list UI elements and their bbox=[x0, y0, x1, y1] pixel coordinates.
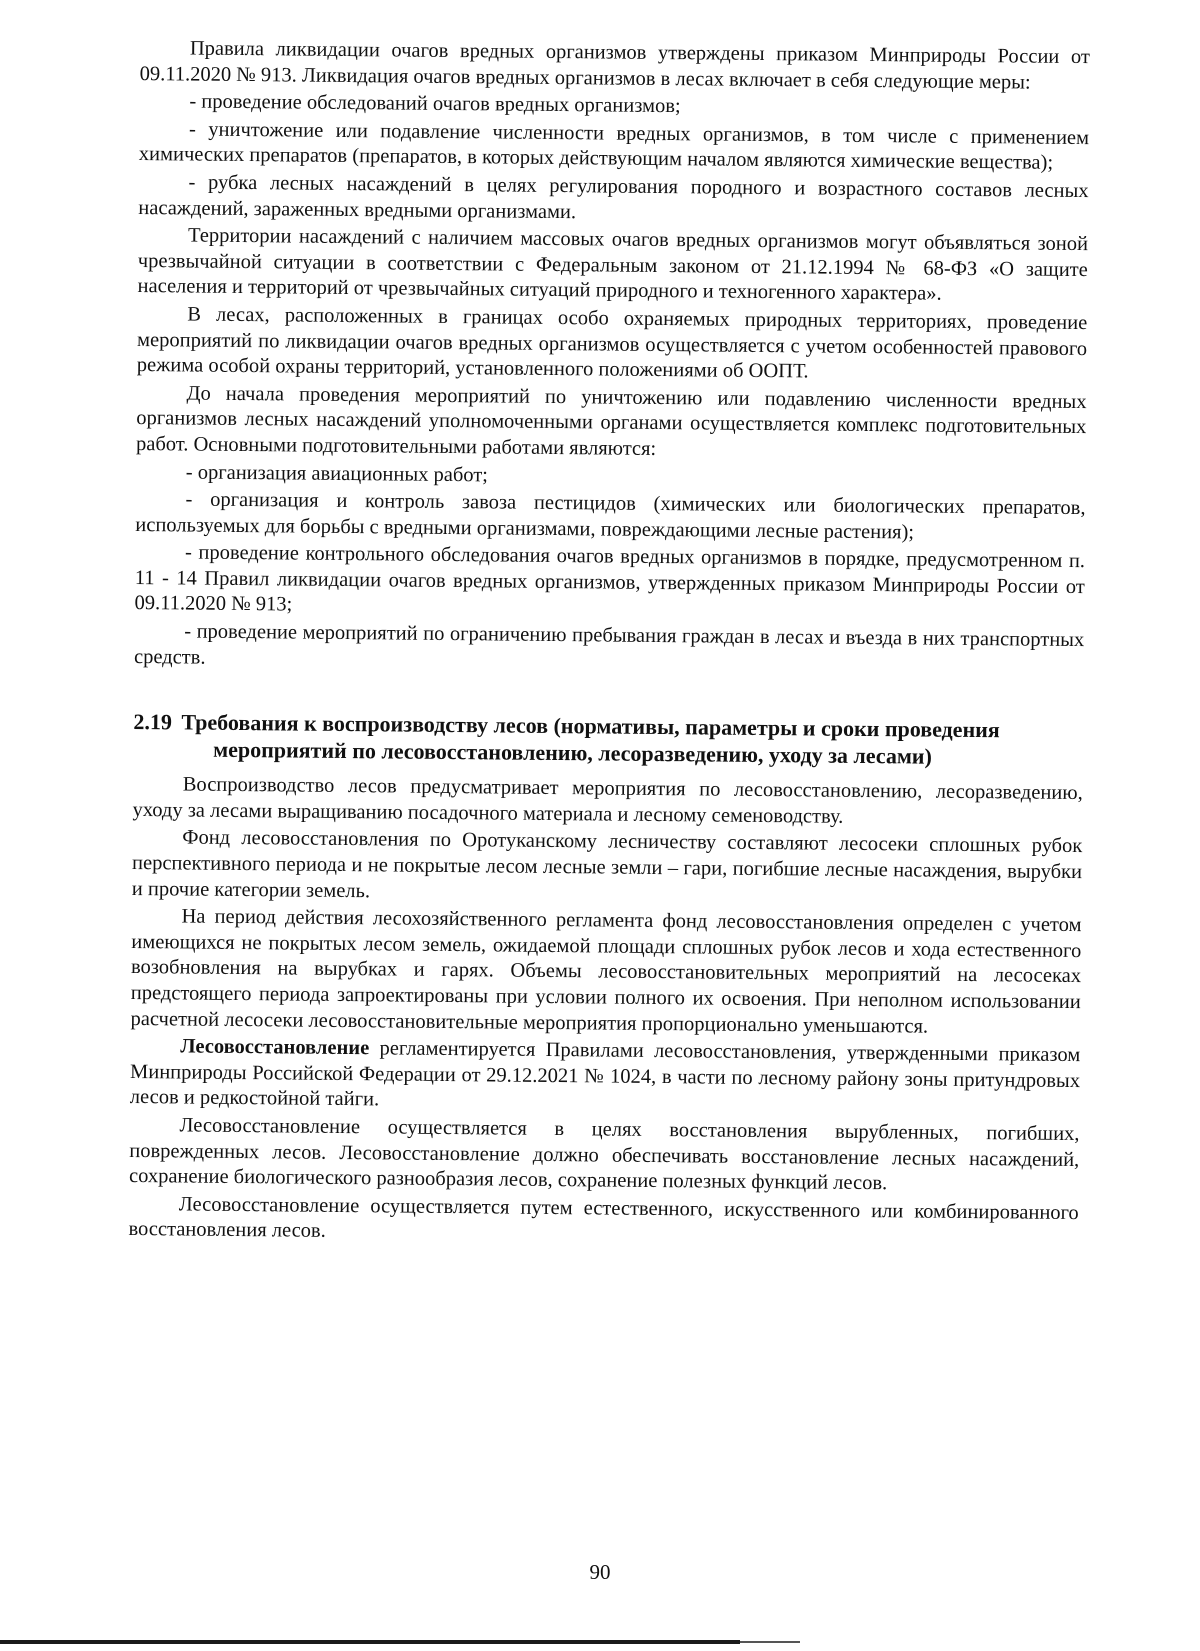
paragraph-reforestation-methods: Лесовосстановление осуществляется путем естественного, искусственного или комбинированного восстановления лесов. bbox=[128, 1193, 1079, 1243]
section-title: Требования к воспроизводству лесов (нормативы, параметры и сроки проведения мероприятий по лесовосстановлению, лесоразведению, уходу за лесами) bbox=[181, 709, 1000, 769]
list-item-surveys: - проведение обследований очагов вредных организмов; bbox=[189, 90, 681, 118]
section-heading bbox=[133, 708, 1083, 771]
paragraph-emergency-zone: Территории насаждений с наличием массовых очагов вредных организмов могут объявляться зоной чрезвычайной ситуации в соответствии с Федеральным законом от 21.12.1994 № 68-ФЗ «О защите населения и территорий от чрезвычайных ситуаций природного и техногенного характера». bbox=[137, 224, 1089, 306]
list-item-felling: - рубка лесных насаждений в целях регулирования породного и возрастного составов лесных насаждений, зараженных вредными организмами. bbox=[138, 171, 1089, 223]
paragraph-rules-intro: Правила ликвидации очагов вредных организмов утверждены приказом Минприроды России от 09.11.2020 № 913. Ликвидация очагов вредных организмов в лесах включает в себя следующие меры: bbox=[139, 37, 1090, 94]
section-number: 2.19 bbox=[133, 709, 173, 735]
paragraph-reforestation-rules bbox=[130, 1034, 1081, 1120]
paragraph-preparatory-works: До начала проведения мероприятий по уничтожению или подавлению численности вредных организмов лесных насаждений уполномоченными органами осуществляется комплекс подготовительных работ. Основными подготовительными работами являются: bbox=[135, 382, 1087, 460]
list-item-suppression: - уничтожение или подавление численности вредных организмов, в том числе с применением химических препаратов (препаратов, в которых действующим началом являются химические вещества); bbox=[138, 118, 1090, 175]
bold-term: Лесовосстановление bbox=[180, 1035, 370, 1060]
page-content bbox=[128, 36, 1090, 1254]
list-item-control-survey: - проведение контрольного обследования очагов вредных организмов в порядке, предусмотренном п. 11 - 14 Правил ликвидации очагов вредных организмов, утвержденных приказом Минприроды России от 09.11.2020 № 913; bbox=[134, 541, 1086, 616]
paragraph-reforestation-fund: Фонд лесовосстановления по Оротуканскому лесничеству составляют лесосеки сплошных рубок перспективного периода и не покрытые лесом лесные земли – гари, погибшие лесные насаждения, вырубки и прочие категории земель. bbox=[131, 826, 1083, 902]
list-item-pesticides: - организация и контроль завоза пестицидов (химических или биологических препаратов, используемых для борьбы с вредными организмами, повреждающими лесные растения); bbox=[135, 488, 1086, 544]
paragraph-reforestation-purpose: Лесовосстановление осуществляется в целях восстановления вырубленных, погибших, поврежденных лесов. Лесовосстановление должно обеспечивать восстановление лесных насаждений, сохранение биологического разнообразия лесов, сохранение полезных функций лесов. bbox=[128, 1114, 1080, 1195]
paragraph-reforestation-rules-text: регламентируется Правилами лесовосстановления, утвержденными приказом Минприроды Российской Федерации от 29.12.2021 № 1024, в части по лесному району зоны притундровых лесов и редкостойной тайги. bbox=[129, 1037, 1081, 1111]
bottom-scan-edge bbox=[0, 1640, 740, 1644]
list-item-aviation: - организация авиационных работ; bbox=[185, 460, 489, 486]
list-item-access-restriction: - проведение мероприятий по ограничению пребывания граждан в лесах и въезда в них транспортных средств. bbox=[133, 620, 1085, 669]
paragraph-protected-areas: В лесах, расположенных в границах особо охраняемых природных территориях, проведение мероприятий по ликвидации очагов вредных организмов осуществляется с учетом особенностей правового режима особой охраны территорий, установленного положениями об ООПТ. bbox=[136, 303, 1088, 383]
paragraph-regulation-period: На период действия лесохозяйственного регламента фонд лесовосстановления определен с учетом имеющихся не покрытых лесом земель, ожидаемой площади сплошных рубок лесов и хода естественного возобновления на вырубках и гарях. Объемы лесовосстановительных мероприятий на лесосеках предстоящего периода запроектированы при условии полного их освоения. При неполном использовании расчетной лесосеки лесовосстановительные мероприятия пропорционально уменьшаются. bbox=[130, 905, 1082, 1038]
page-number: 90 bbox=[589, 1560, 611, 1584]
paragraph-reproduction: Воспроизводство лесов предусматривает мероприятия по лесовосстановлению, лесоразведению, уходу за лесами выращиванию посадочного материала и лесному семеноводству. bbox=[132, 773, 1083, 828]
bottom-scan-edge-fade bbox=[740, 1641, 800, 1643]
